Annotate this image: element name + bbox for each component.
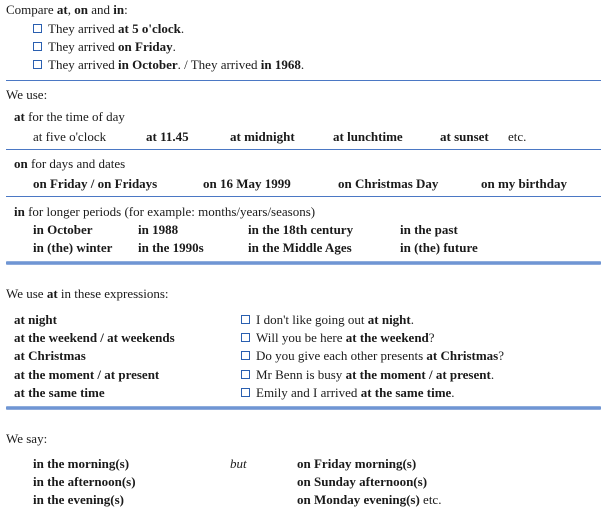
in-example: in 1988 <box>138 222 179 237</box>
at-example: at 11.45 <box>146 129 189 144</box>
expression-item: at Christmas <box>14 348 86 363</box>
at-section-title: at for the time of day <box>14 109 125 124</box>
in-example: in October <box>33 222 93 237</box>
we-say-right-item: on Sunday afternoon(s) <box>297 474 428 489</box>
checkbox-icon <box>241 351 250 360</box>
at-example: at sunset <box>440 129 489 144</box>
we-say-left-item: in the morning(s) <box>33 456 130 471</box>
in-example: in the 1990s <box>138 240 204 255</box>
section-divider <box>6 261 601 265</box>
expression-example: Do you give each other presents at Christmas? <box>241 349 504 362</box>
expression-example: Emily and I arrived at the same time. <box>241 386 455 399</box>
expressions-heading: We use at in these expressions: <box>6 286 169 301</box>
expression-item: at the moment / at present <box>14 367 160 382</box>
we-say-left-item: in the afternoon(s) <box>33 474 136 489</box>
at-example: at five o'clock <box>33 129 107 144</box>
on-example: on my birthday <box>481 176 567 191</box>
compare-example-at: They arrived at 5 o'clock. <box>33 22 184 35</box>
we-say-left-item: in the evening(s) <box>33 492 124 507</box>
on-example: on Christmas Day <box>338 176 439 191</box>
we-say-right-item-last: on Monday evening(s) etc. <box>297 492 442 507</box>
in-example: in the 18th century <box>248 222 354 237</box>
divider <box>6 149 601 150</box>
checkbox-icon <box>241 315 250 324</box>
in-section-title: in for longer periods (for example: months/years/seasons) <box>14 204 316 219</box>
on-example: on Friday / on Fridays <box>33 176 158 191</box>
expression-item: at the same time <box>14 385 105 400</box>
expression-example: I don't like going out at night. <box>241 313 414 326</box>
on-example: on 16 May 1999 <box>203 176 291 191</box>
but-label: but <box>230 456 247 471</box>
at-etc: etc. <box>508 129 527 144</box>
checkbox-icon <box>241 370 250 379</box>
we-say-right-item: on Friday morning(s) <box>297 456 417 471</box>
checkbox-icon <box>241 388 250 397</box>
expression-example: Will you be here at the weekend? <box>241 331 435 344</box>
checkbox-icon <box>241 333 250 342</box>
on-section-title: on for days and dates <box>14 156 126 171</box>
we-say-heading: We say: <box>6 431 48 446</box>
at-example: at lunchtime <box>333 129 403 144</box>
compare-heading: Compare at, on and in: <box>6 2 128 17</box>
in-example: in (the) future <box>400 240 478 255</box>
divider <box>6 80 601 81</box>
expression-example: Mr Benn is busy at the moment / at present. <box>241 368 494 381</box>
section-divider <box>6 406 601 410</box>
expression-item: at night <box>14 312 57 327</box>
compare-example-on: They arrived on Friday. <box>33 40 176 53</box>
in-example: in the past <box>400 222 458 237</box>
expression-item: at the weekend / at weekends <box>14 330 175 345</box>
compare-example-in: They arrived in October. / They arrived in 1968. <box>33 58 304 71</box>
divider <box>6 196 601 197</box>
checkbox-icon <box>33 42 42 51</box>
checkbox-icon <box>33 60 42 69</box>
in-example: in (the) winter <box>33 240 113 255</box>
at-example: at midnight <box>230 129 295 144</box>
checkbox-icon <box>33 24 42 33</box>
in-example: in the Middle Ages <box>248 240 352 255</box>
we-use-heading: We use: <box>6 87 48 102</box>
